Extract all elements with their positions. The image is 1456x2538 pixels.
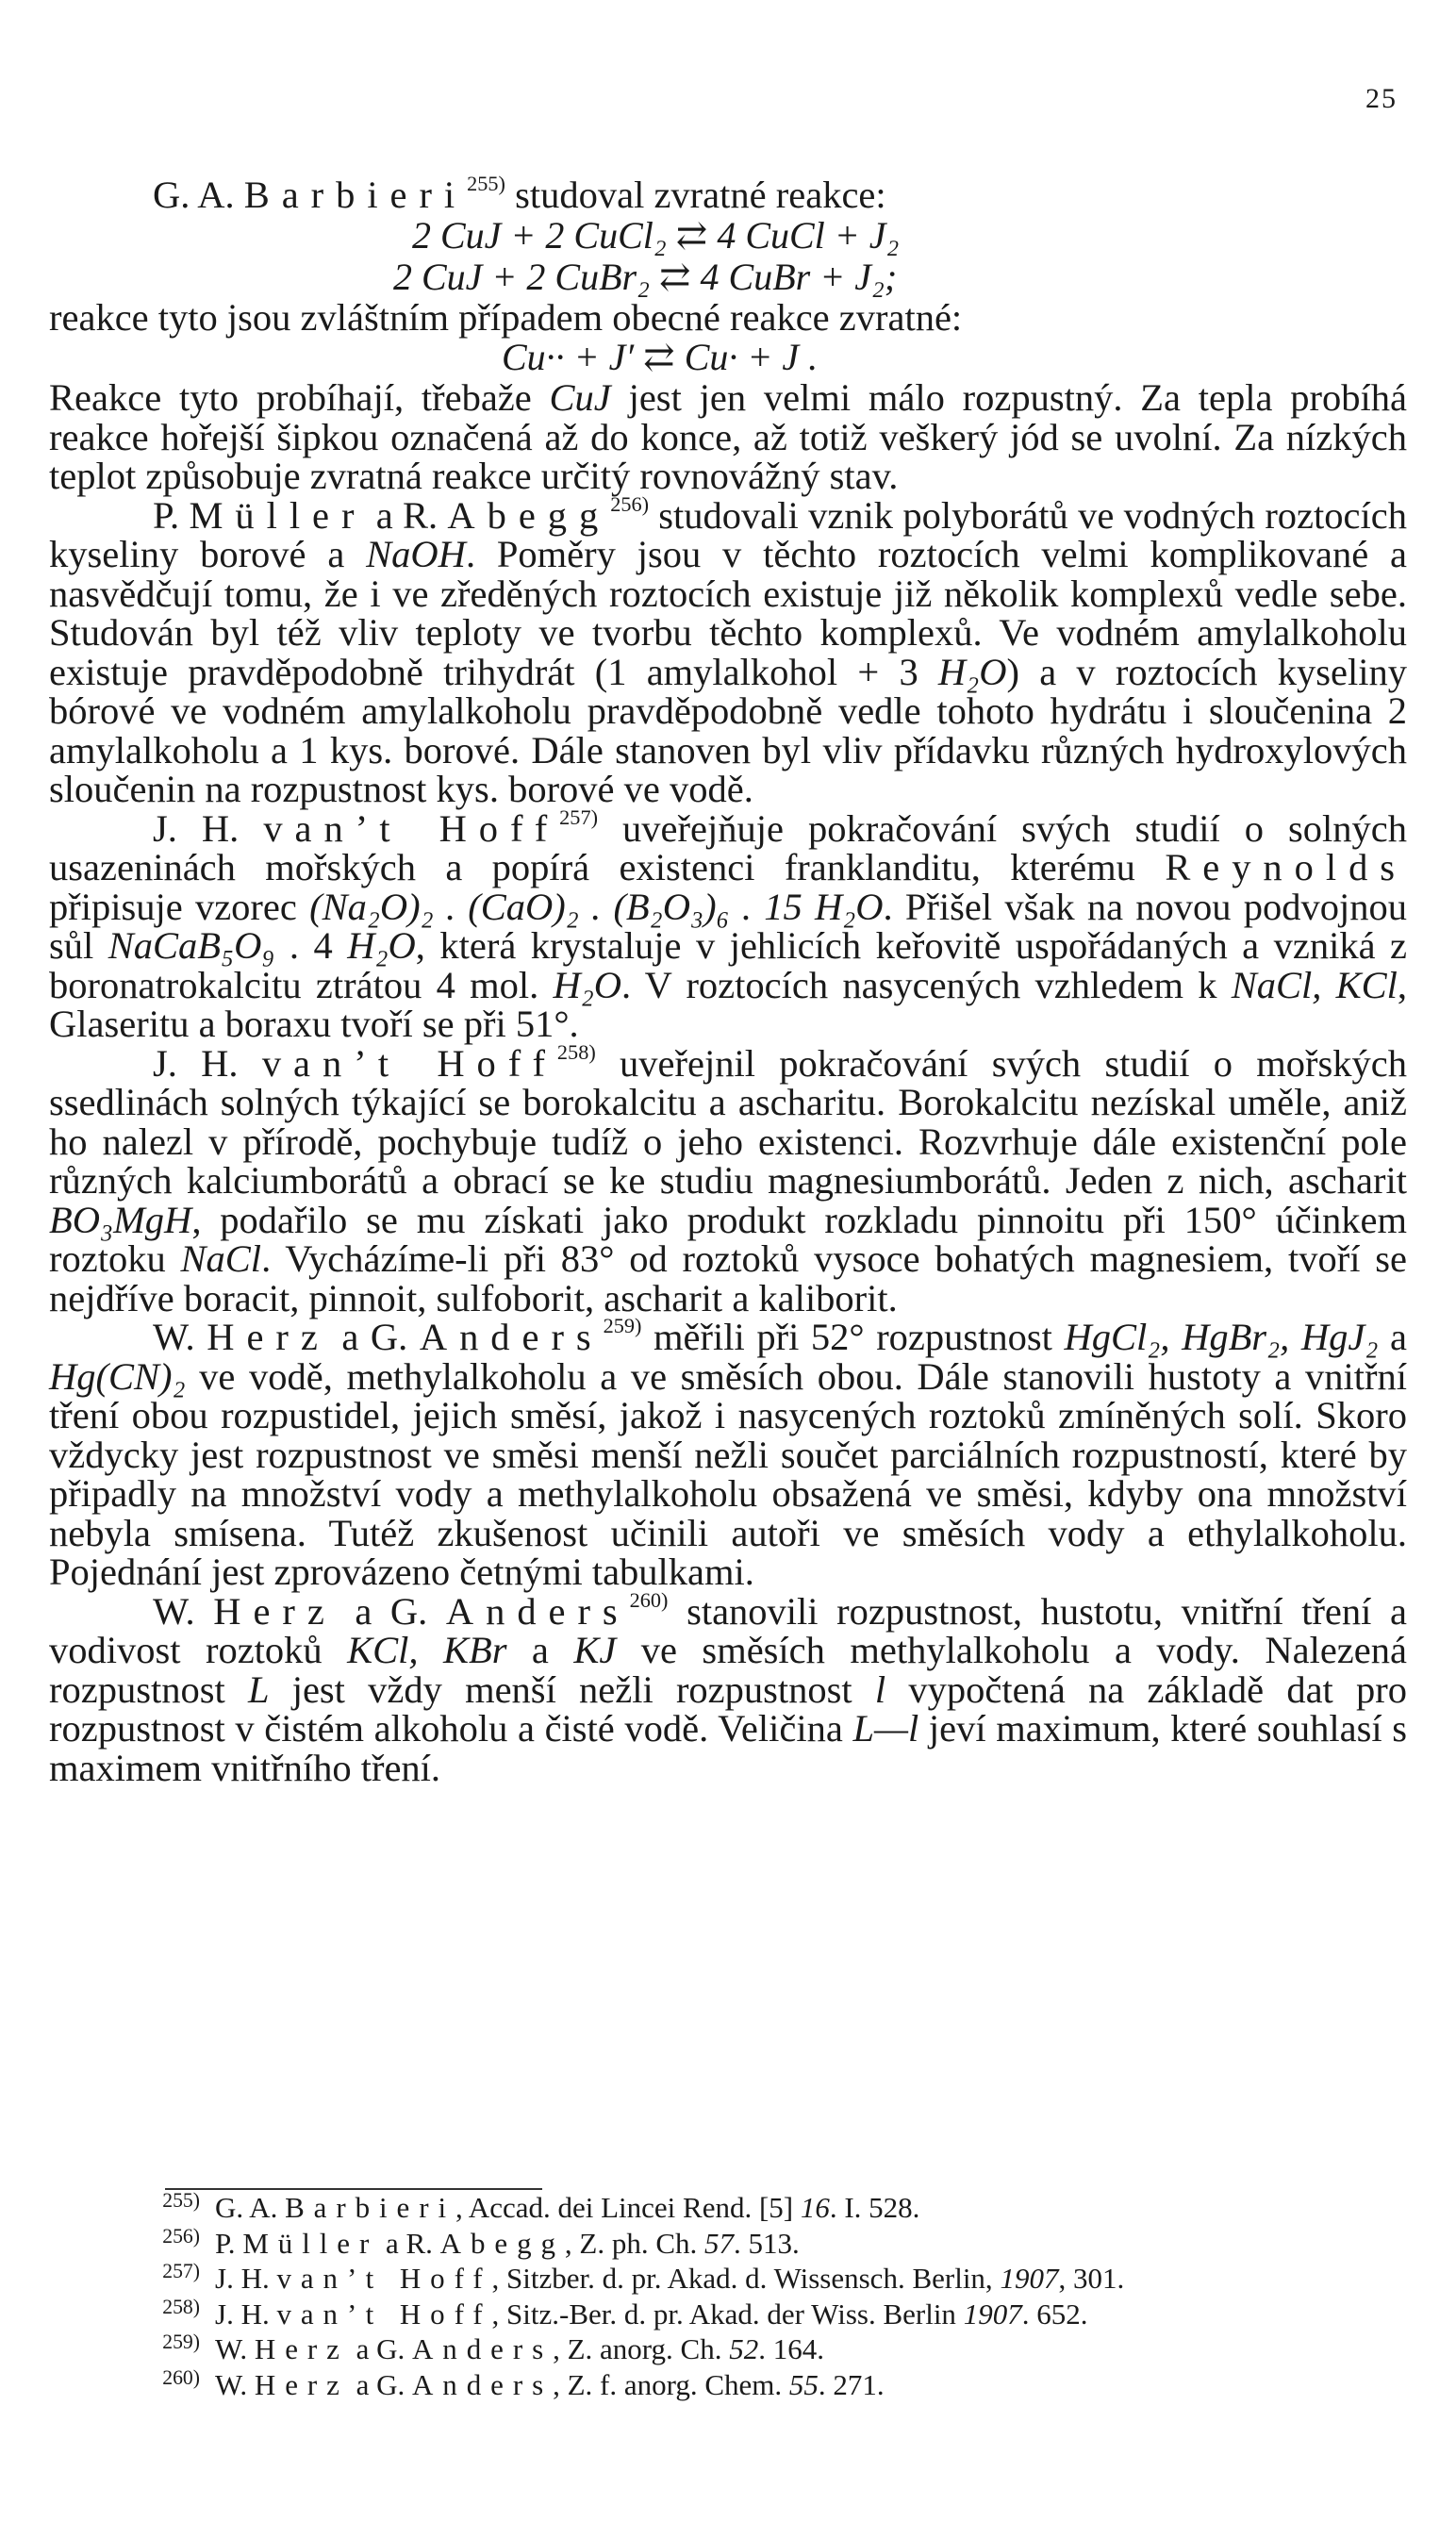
text-run: studoval zvratné reakce: xyxy=(505,174,886,216)
footnote-ref: 259) xyxy=(603,1314,642,1338)
text-run: W. xyxy=(153,1589,214,1633)
footnote-text xyxy=(215,2331,824,2367)
text-run: a G. xyxy=(329,1316,420,1358)
footnote-ref: 256) xyxy=(610,491,650,516)
italic-formula: (Na₂O)₂ . (CaO)₂ . (B₂O₃)₆ . 15 H₂O xyxy=(309,885,884,928)
text-run: W. xyxy=(215,2367,255,2401)
text-run: vypočtená na základě dat pro rozpustnost v čistém alkoholu a čisté vodě. Veličina xyxy=(49,1667,1407,1750)
page-number: 25 xyxy=(1365,83,1398,114)
text-run: ) a v roztocích kyseliny bórové ve vodném amylalkoholu pravděpodobně vedle tohoto hydrátu i sloučenina 2 amylalkoholu a 1 kys. borové. Dále stanoven byl vliv přídavku různých hydroxylových sloučenin na rozpustnost kys. borové ve vodě. xyxy=(49,650,1407,810)
author-name: Müller xyxy=(242,2226,379,2260)
author-name: Anders xyxy=(412,2367,554,2401)
italic-formula: NaOH xyxy=(366,533,466,575)
author-name: Barbieri xyxy=(285,2191,456,2224)
italic-formula: 1907 xyxy=(963,2297,1022,2331)
italic-formula: H₂O xyxy=(553,963,622,1006)
author-name: Müller xyxy=(189,493,367,537)
text-run: J. H. xyxy=(153,806,264,850)
text-run: J. H. xyxy=(215,2297,277,2331)
italic-formula: 57 xyxy=(704,2226,735,2260)
text-run: , 301. xyxy=(1058,2262,1125,2295)
paragraph xyxy=(49,1039,1408,1319)
footnote-number xyxy=(141,2297,200,2332)
equation: Cu·· + J′ ⇄ Cu· + J . xyxy=(502,336,819,378)
author-name: Herz xyxy=(254,2367,349,2401)
italic-formula: 16 xyxy=(800,2191,830,2224)
text-run: a xyxy=(506,1629,574,1671)
text-run: J. H. xyxy=(215,2262,277,2295)
text-run: J. H. xyxy=(153,1041,262,1085)
footnote xyxy=(141,2367,1410,2403)
text-run: reakce tyto jsou zvláštním případem obecné reakce zvratné: xyxy=(49,295,963,339)
author-name: Reynolds xyxy=(1165,846,1407,888)
text-run: , podařilo se mu získati jako produkt rozkladu pinnoitu při 150° účinkem roztoku xyxy=(49,1198,1407,1280)
text-run: G. A. xyxy=(215,2191,286,2224)
text-run: ve směsích methylalkoholu a vody. Nalezená rozpustnost xyxy=(49,1629,1407,1711)
italic-formula: 1907 xyxy=(1000,2262,1059,2295)
footnote-ref: 257) xyxy=(559,805,598,829)
footnote-number xyxy=(141,2190,200,2226)
italic-formula: H₂O xyxy=(347,924,416,967)
text-run: a R. xyxy=(366,493,448,537)
footnote-number-text: 256) xyxy=(162,2224,200,2248)
author-name: Anders xyxy=(445,1589,630,1633)
text-run: , Z. f. anorg. Chem. xyxy=(553,2367,789,2401)
footnote-number-text: 255) xyxy=(162,2189,200,2213)
text-run: . 164. xyxy=(758,2332,824,2365)
text-run: připisuje vzorec xyxy=(49,885,310,928)
author-name: Abegg xyxy=(439,2226,565,2260)
equation: 2 CuJ + 2 CuCl₂ ⇄ 4 CuCl + J₂ xyxy=(412,213,900,257)
footnote-number xyxy=(141,2226,200,2262)
footnote-number xyxy=(141,2331,200,2367)
text-run: P. xyxy=(153,493,190,537)
text-run: stanovili rozpustnost, hustotu, vnitřní tření a vodivost roztoků xyxy=(49,1589,1407,1671)
footnote xyxy=(141,2226,1410,2262)
text-run: , která krystaluje v jehlicích keřovitě uspořádaných a vzniká z boronatrokalcitu ztrátou 4 mol. xyxy=(49,924,1408,1006)
italic-formula: BO₃MgH xyxy=(49,1198,192,1241)
paragraph xyxy=(49,172,1407,216)
italic-formula: 55 xyxy=(788,2367,819,2401)
footnote-ref: 258) xyxy=(556,1039,596,1064)
author-name: van’t Hoff xyxy=(276,2262,492,2295)
text-run: . 513. xyxy=(734,2226,800,2260)
text-run: měřili při 52° rozpustnost xyxy=(641,1316,1065,1358)
text-run: a G. xyxy=(348,2332,412,2365)
footnote-ref: 260) xyxy=(629,1587,669,1612)
text-run: , Z. ph. Ch. xyxy=(564,2226,705,2260)
text-run: jest jen velmi málo rozpustný. Za tepla probíhá reakce hořejší šipkou označená až do konce, až totiž veškerý jód se uvolní. Za nízkých teplot způsobuje zvratná reakce určitý rovnovážný stav. xyxy=(49,376,1407,497)
italic-formula: KJ xyxy=(573,1629,617,1671)
italic-formula: CuJ xyxy=(549,376,611,419)
italic-formula: NaCaB₅O₉ xyxy=(108,924,275,967)
text-run: , Glaseritu a boraxu tvoří se při 51°. xyxy=(49,963,1407,1045)
text-run: . Vycházíme-li při 83° od roztoků vysoce bohatých magnesiem, tvoří se nejdříve boracit, pinnoit, sulfoborit, ascharit a kaliborit. xyxy=(49,1237,1408,1319)
footnote-ref: 255) xyxy=(467,172,505,196)
italic-formula: NaCl xyxy=(180,1237,262,1280)
author-name: Herz xyxy=(207,1316,330,1358)
footnote-text xyxy=(215,2297,1087,2332)
text-run: . V roztocích nasycených vzhledem k xyxy=(621,963,1232,1006)
author-name: Barbieri xyxy=(243,174,468,216)
footnote-text xyxy=(215,2190,919,2226)
text-run: . 4 xyxy=(274,924,348,967)
paragraph xyxy=(49,1587,1407,1789)
text-run: . I. 528. xyxy=(829,2191,920,2224)
italic-formula: L xyxy=(247,1667,270,1711)
italic-formula: KCl, KBr xyxy=(347,1629,507,1671)
footnote xyxy=(141,2261,1410,2297)
footnote-number-text: 259) xyxy=(162,2331,200,2354)
italic-formula: L—l xyxy=(852,1707,919,1750)
italic-formula: H₂O xyxy=(937,650,1007,693)
body-text xyxy=(49,172,1408,1789)
author-name: van’t Hoff xyxy=(276,2297,492,2331)
footnote-text xyxy=(215,2226,800,2262)
footnote-number xyxy=(141,2367,200,2403)
author-name: van’t Hoff xyxy=(261,1041,557,1085)
text-run: G. A. xyxy=(153,174,244,216)
text-run: . 652. xyxy=(1021,2297,1088,2331)
text-run: . Poměry jsou v těchto roztocích velmi komplikované a nasvědčují tomu, že i ve zředěných roztocích existuje již několik komplexů vedle sebe. Studován byl též vliv teploty ve tvorbu těchto komplexů. Ve vodném amylalkoholu existuje pravděpodobně trihydrát (1 amylalkohol + 3 xyxy=(49,533,1407,693)
text-run: a xyxy=(1378,1316,1407,1358)
text-run: , Accad. dei Lincei Rend. [5] xyxy=(455,2191,801,2224)
text-run: . 271. xyxy=(818,2367,885,2401)
footnote-text xyxy=(215,2261,1124,2297)
italic-formula: Hg(CN)₂ xyxy=(49,1354,186,1398)
footnote-number xyxy=(141,2261,200,2297)
text-run: Reakce tyto probíhají, třebaže xyxy=(49,376,550,419)
author-name: Abegg xyxy=(447,493,611,537)
text-run: a G. xyxy=(348,2367,412,2401)
text-run: . Přišel však na novou podvojnou sůl xyxy=(49,885,1407,967)
author-name: Anders xyxy=(419,1316,604,1358)
footnote xyxy=(141,2331,1410,2367)
text-run: a R. xyxy=(378,2226,440,2260)
text-run: , Sitz.-Ber. d. pr. Akad. der Wiss. Berlin xyxy=(491,2297,964,2331)
footnote-number-text: 258) xyxy=(162,2295,200,2318)
text-run: W. xyxy=(153,1316,207,1358)
footnote-text xyxy=(215,2367,885,2403)
text-run: ve vodě, methylalkoholu a ve směsích obou. Dále stanovili hustoty a vnitřní tření obou rozpustidel, jejich směsí, jakož i nasycených roztoků zmíněných solí. Skoro vždycky jest rozpustnost ve směsi menší nežli součet parciálních rozpustností, které by připadly na množství vody a methylalkoholu obsažená ve směsi, kdyby ona množství nebyla smísena. Tutéž zkušenost učinili autoři ve směsích vody a ethylalkoholu. Pojednání jest zprovázeno četnými tabulkami. xyxy=(49,1354,1407,1593)
paragraph xyxy=(49,805,1408,1045)
footnote xyxy=(141,2190,1410,2226)
paragraph xyxy=(49,295,1407,339)
text-run: W. xyxy=(215,2332,255,2365)
text-run: , Sitzber. d. pr. Akad. d. Wissensch. Berlin, xyxy=(491,2262,1001,2295)
italic-formula: 52 xyxy=(729,2332,759,2365)
text-run: jest vždy menší nežli rozpustnost xyxy=(269,1667,875,1711)
author-name: van’t Hoff xyxy=(263,806,560,850)
italic-formula: NaCl, KCl xyxy=(1231,963,1398,1006)
author-name: Herz xyxy=(254,2332,349,2365)
paragraph xyxy=(49,1314,1407,1593)
italic-formula: l xyxy=(874,1667,886,1711)
author-name: Anders xyxy=(412,2332,554,2365)
author-name: Herz xyxy=(213,1589,337,1633)
text-run: , Z. anorg. Ch. xyxy=(553,2332,730,2365)
equation: 2 CuJ + 2 CuBr₂ ⇄ 4 CuBr + J₂; xyxy=(393,255,898,298)
footnote-number-text: 257) xyxy=(162,2260,200,2283)
footnote xyxy=(141,2297,1410,2332)
text-run: studovali vznik polyborátů ve vodných roztocích kyseliny borové a xyxy=(49,493,1407,575)
paragraph xyxy=(49,378,1407,496)
text-run: uveřejnil pokračování svých studií o mořských ssedlinách solných týkající se borokalcitu a ascharitu. Borokalcitu nezískal uměle, aniž ho nalezl v přírodě, pochybuje tudíž o jeho existenci. Rozvrhuje dále existenční pole různých kalciumborátů a obrací se ke studiu magnesiumborátů. Jeden z nich, ascharit xyxy=(49,1041,1407,1202)
footnotes xyxy=(141,2190,1410,2402)
footnote-number-text: 260) xyxy=(162,2365,200,2389)
text-run: jeví maximum, které souhlasí s maximem vnitřního tření. xyxy=(49,1707,1407,1789)
text-run: uveřejňuje pokračování svých studií o solných usazeninách mořských a popírá existenci franklanditu, kterému xyxy=(49,806,1407,888)
paragraph xyxy=(49,491,1407,810)
text-run: P. xyxy=(215,2226,243,2260)
text-run: a G. xyxy=(336,1589,446,1633)
italic-formula: HgCl₂, HgBr₂, HgJ₂ xyxy=(1064,1316,1379,1358)
